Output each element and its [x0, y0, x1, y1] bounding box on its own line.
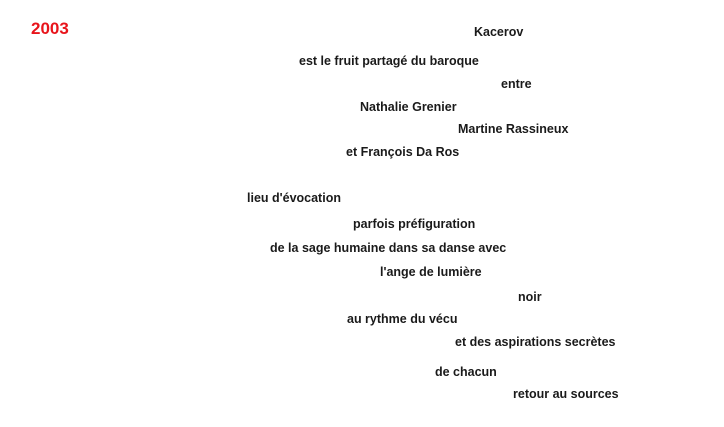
poem-line: au rythme du vécu — [347, 312, 458, 326]
poem-line: de la sage humaine dans sa danse avec — [270, 241, 507, 255]
poem-line: et des aspirations secrètes — [455, 335, 616, 349]
poem-line: retour au sources — [513, 387, 619, 401]
year-heading: 2003 — [31, 19, 69, 38]
poem-line: Nathalie Grenier — [360, 100, 457, 114]
poem-line: noir — [518, 290, 542, 304]
poem-line: de chacun — [435, 365, 497, 379]
poem-line: est le fruit partagé du baroque — [299, 54, 479, 68]
poem-line: lieu d'évocation — [247, 191, 341, 205]
poem-line: parfois préfiguration — [353, 217, 476, 231]
poem-line: entre — [501, 77, 532, 91]
poem-line: Martine Rassineux — [458, 122, 569, 136]
poem-line: l'ange de lumière — [380, 265, 482, 279]
poem-line: et François Da Ros — [346, 145, 460, 159]
poem-line: Kacerov — [474, 25, 524, 39]
